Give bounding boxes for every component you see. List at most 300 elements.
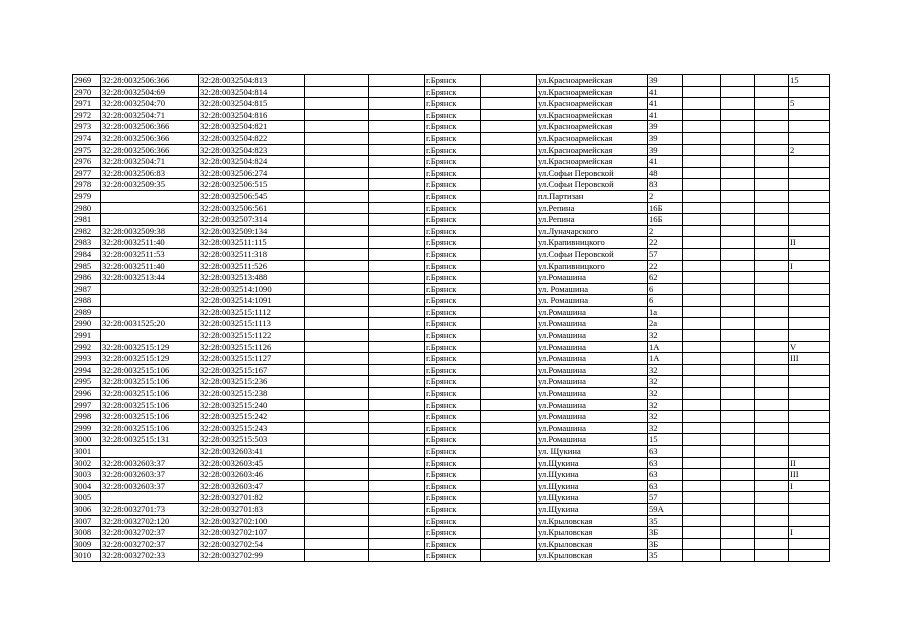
street-cell: ул.Красноармейская	[537, 121, 648, 133]
room-number-cell	[789, 272, 830, 284]
row-number-cell: 2984	[73, 248, 101, 260]
object-cadastral-cell: 32:28:0032515:167	[199, 364, 305, 376]
parcel-cadastral-cell: 32:28:0032509:35	[101, 179, 199, 191]
room-number-cell	[789, 295, 830, 307]
empty-cell	[481, 306, 537, 318]
empty-cell	[481, 272, 537, 284]
empty-cell	[305, 399, 369, 411]
registry-table	[72, 74, 830, 562]
table-row	[73, 202, 830, 214]
empty-cell	[305, 144, 369, 156]
empty-cell	[755, 109, 789, 121]
empty-cell	[683, 190, 721, 202]
parcel-cadastral-cell: 32:28:0032504:70	[101, 98, 199, 110]
empty-cell	[721, 503, 755, 515]
row-number-cell: 3000	[73, 434, 101, 446]
room-number-cell	[789, 446, 830, 458]
row-number-cell: 3008	[73, 527, 101, 539]
empty-cell	[481, 248, 537, 260]
empty-cell	[683, 272, 721, 284]
room-number-cell	[789, 503, 830, 515]
empty-cell	[369, 388, 425, 400]
empty-cell	[369, 260, 425, 272]
empty-cell	[369, 527, 425, 539]
parcel-cadastral-cell: 32:28:0032504:71	[101, 156, 199, 168]
empty-cell	[481, 538, 537, 550]
table-row	[73, 422, 830, 434]
house-number-cell: 22	[648, 260, 683, 272]
empty-cell	[481, 469, 537, 481]
row-number-cell: 2986	[73, 272, 101, 284]
street-cell: ул.Щукина	[537, 503, 648, 515]
table-row	[73, 376, 830, 388]
empty-cell	[755, 538, 789, 550]
street-cell: ул.Крапивницкого	[537, 260, 648, 272]
parcel-cadastral-cell: 32:28:0032702:33	[101, 550, 199, 562]
city-cell: г.Брянск	[425, 295, 481, 307]
object-cadastral-cell: 32:28:0032701:82	[199, 492, 305, 504]
row-number-cell: 2972	[73, 109, 101, 121]
empty-cell	[721, 411, 755, 423]
empty-cell	[481, 283, 537, 295]
house-number-cell: 39	[648, 75, 683, 87]
row-number-cell: 2978	[73, 179, 101, 191]
parcel-cadastral-cell: 32:28:0032515:129	[101, 353, 199, 365]
city-cell: г.Брянск	[425, 248, 481, 260]
house-number-cell: 6	[648, 283, 683, 295]
row-number-cell: 3007	[73, 515, 101, 527]
empty-cell	[755, 75, 789, 87]
room-number-cell: I	[789, 527, 830, 539]
parcel-cadastral-cell: 32:28:0032509:38	[101, 225, 199, 237]
object-cadastral-cell: 32:28:0032702:100	[199, 515, 305, 527]
empty-cell	[481, 98, 537, 110]
empty-cell	[721, 190, 755, 202]
city-cell: г.Брянск	[425, 190, 481, 202]
room-number-cell	[789, 330, 830, 342]
house-number-cell: 32	[648, 399, 683, 411]
table-row	[73, 179, 830, 191]
city-cell: г.Брянск	[425, 399, 481, 411]
empty-cell	[305, 121, 369, 133]
empty-cell	[721, 457, 755, 469]
table-row	[73, 318, 830, 330]
empty-cell	[305, 75, 369, 87]
empty-cell	[683, 341, 721, 353]
empty-cell	[683, 132, 721, 144]
empty-cell	[305, 388, 369, 400]
empty-cell	[755, 399, 789, 411]
empty-cell	[721, 214, 755, 226]
house-number-cell: 35	[648, 550, 683, 562]
house-number-cell: 63	[648, 480, 683, 492]
city-cell: г.Брянск	[425, 538, 481, 550]
empty-cell	[683, 422, 721, 434]
street-cell: ул.Красноармейская	[537, 109, 648, 121]
room-number-cell	[789, 376, 830, 388]
table-row	[73, 272, 830, 284]
empty-cell	[305, 295, 369, 307]
empty-cell	[481, 457, 537, 469]
empty-cell	[305, 527, 369, 539]
empty-cell	[481, 75, 537, 87]
street-cell: ул.Ромашина	[537, 388, 648, 400]
empty-cell	[721, 144, 755, 156]
room-number-cell	[789, 550, 830, 562]
object-cadastral-cell: 32:28:0032511:318	[199, 248, 305, 260]
parcel-cadastral-cell: 32:28:0032515:106	[101, 388, 199, 400]
empty-cell	[369, 341, 425, 353]
parcel-cadastral-cell: 32:28:0032701:73	[101, 503, 199, 515]
table-row	[73, 98, 830, 110]
empty-cell	[683, 214, 721, 226]
empty-cell	[755, 86, 789, 98]
empty-cell	[721, 318, 755, 330]
empty-cell	[305, 550, 369, 562]
house-number-cell: 63	[648, 469, 683, 481]
street-cell: пл.Партизан	[537, 190, 648, 202]
object-cadastral-cell: 32:28:0032506:545	[199, 190, 305, 202]
house-number-cell: 83	[648, 179, 683, 191]
parcel-cadastral-cell	[101, 283, 199, 295]
city-cell: г.Брянск	[425, 86, 481, 98]
parcel-cadastral-cell: 32:28:0032506:366	[101, 75, 199, 87]
parcel-cadastral-cell: 32:28:0032702:120	[101, 515, 199, 527]
empty-cell	[481, 260, 537, 272]
empty-cell	[683, 538, 721, 550]
house-number-cell: 6	[648, 295, 683, 307]
empty-cell	[721, 121, 755, 133]
house-number-cell: 32	[648, 376, 683, 388]
empty-cell	[481, 330, 537, 342]
city-cell: г.Брянск	[425, 341, 481, 353]
empty-cell	[481, 121, 537, 133]
room-number-cell	[789, 86, 830, 98]
table-row	[73, 503, 830, 515]
city-cell: г.Брянск	[425, 306, 481, 318]
empty-cell	[721, 272, 755, 284]
city-cell: г.Брянск	[425, 330, 481, 342]
city-cell: г.Брянск	[425, 550, 481, 562]
empty-cell	[481, 515, 537, 527]
empty-cell	[755, 480, 789, 492]
empty-cell	[481, 167, 537, 179]
object-cadastral-cell: 32:28:0032514:1090	[199, 283, 305, 295]
empty-cell	[481, 156, 537, 168]
room-number-cell	[789, 515, 830, 527]
parcel-cadastral-cell: 32:28:0032511:40	[101, 237, 199, 249]
empty-cell	[481, 190, 537, 202]
table-row	[73, 434, 830, 446]
room-number-cell	[789, 248, 830, 260]
empty-cell	[683, 283, 721, 295]
house-number-cell: 32	[648, 411, 683, 423]
city-cell: г.Брянск	[425, 202, 481, 214]
object-cadastral-cell: 32:28:0032504:814	[199, 86, 305, 98]
parcel-cadastral-cell: 32:28:0032515:106	[101, 411, 199, 423]
house-number-cell: 39	[648, 144, 683, 156]
empty-cell	[683, 434, 721, 446]
empty-cell	[683, 306, 721, 318]
house-number-cell: 48	[648, 167, 683, 179]
empty-cell	[305, 515, 369, 527]
row-number-cell: 2988	[73, 295, 101, 307]
empty-cell	[305, 364, 369, 376]
empty-cell	[683, 480, 721, 492]
city-cell: г.Брянск	[425, 75, 481, 87]
house-number-cell: 2	[648, 225, 683, 237]
object-cadastral-cell: 32:28:0032515:1113	[199, 318, 305, 330]
parcel-cadastral-cell: 32:28:0032702:37	[101, 538, 199, 550]
house-number-cell: 41	[648, 86, 683, 98]
object-cadastral-cell: 32:28:0032515:1127	[199, 353, 305, 365]
object-cadastral-cell: 32:28:0032504:823	[199, 144, 305, 156]
city-cell: г.Брянск	[425, 515, 481, 527]
house-number-cell: 32	[648, 388, 683, 400]
empty-cell	[721, 434, 755, 446]
house-number-cell: 39	[648, 121, 683, 133]
empty-cell	[369, 318, 425, 330]
empty-cell	[683, 550, 721, 562]
empty-cell	[481, 411, 537, 423]
room-number-cell	[789, 492, 830, 504]
parcel-cadastral-cell: 32:28:0032506:366	[101, 132, 199, 144]
parcel-cadastral-cell: 32:28:0031525:20	[101, 318, 199, 330]
empty-cell	[721, 86, 755, 98]
empty-cell	[369, 503, 425, 515]
empty-cell	[755, 295, 789, 307]
room-number-cell	[789, 132, 830, 144]
street-cell: ул.Ромашина	[537, 318, 648, 330]
house-number-cell: 57	[648, 248, 683, 260]
object-cadastral-cell: 32:28:0032701:83	[199, 503, 305, 515]
parcel-cadastral-cell: 32:28:0032702:37	[101, 527, 199, 539]
city-cell: г.Брянск	[425, 446, 481, 458]
empty-cell	[305, 446, 369, 458]
table-row	[73, 480, 830, 492]
city-cell: г.Брянск	[425, 480, 481, 492]
room-number-cell	[789, 538, 830, 550]
row-number-cell: 3001	[73, 446, 101, 458]
room-number-cell	[789, 202, 830, 214]
empty-cell	[305, 480, 369, 492]
city-cell: г.Брянск	[425, 503, 481, 515]
empty-cell	[683, 260, 721, 272]
empty-cell	[755, 364, 789, 376]
table-row	[73, 167, 830, 179]
empty-cell	[683, 527, 721, 539]
object-cadastral-cell: 32:28:0032504:816	[199, 109, 305, 121]
table-row	[73, 109, 830, 121]
empty-cell	[721, 480, 755, 492]
city-cell: г.Брянск	[425, 156, 481, 168]
empty-cell	[481, 399, 537, 411]
empty-cell	[369, 225, 425, 237]
empty-cell	[481, 225, 537, 237]
empty-cell	[721, 237, 755, 249]
city-cell: г.Брянск	[425, 318, 481, 330]
room-number-cell: III	[789, 353, 830, 365]
room-number-cell: III	[789, 469, 830, 481]
parcel-cadastral-cell: 32:28:0032515:106	[101, 364, 199, 376]
empty-cell	[721, 492, 755, 504]
empty-cell	[683, 202, 721, 214]
empty-cell	[721, 515, 755, 527]
object-cadastral-cell: 32:28:0032515:1122	[199, 330, 305, 342]
object-cadastral-cell: 32:28:0032506:561	[199, 202, 305, 214]
table-row	[73, 492, 830, 504]
street-cell: ул.Щукина	[537, 492, 648, 504]
object-cadastral-cell: 32:28:0032515:242	[199, 411, 305, 423]
empty-cell	[369, 330, 425, 342]
empty-cell	[721, 446, 755, 458]
street-cell: ул. Ромашина	[537, 295, 648, 307]
house-number-cell: 2а	[648, 318, 683, 330]
street-cell: ул.Крыловская	[537, 538, 648, 550]
empty-cell	[755, 144, 789, 156]
house-number-cell: 57	[648, 492, 683, 504]
parcel-cadastral-cell	[101, 190, 199, 202]
empty-cell	[481, 179, 537, 191]
table-row	[73, 399, 830, 411]
empty-cell	[305, 457, 369, 469]
row-number-cell: 2975	[73, 144, 101, 156]
empty-cell	[721, 75, 755, 87]
street-cell: ул.Щукина	[537, 457, 648, 469]
object-cadastral-cell: 32:28:0032603:47	[199, 480, 305, 492]
table-row	[73, 388, 830, 400]
empty-cell	[481, 422, 537, 434]
house-number-cell: 1А	[648, 341, 683, 353]
empty-cell	[683, 376, 721, 388]
empty-cell	[305, 341, 369, 353]
empty-cell	[369, 283, 425, 295]
parcel-cadastral-cell: 32:28:0032506:366	[101, 144, 199, 156]
city-cell: г.Брянск	[425, 179, 481, 191]
parcel-cadastral-cell: 32:28:0032515:129	[101, 341, 199, 353]
empty-cell	[683, 295, 721, 307]
empty-cell	[721, 422, 755, 434]
row-number-cell: 2987	[73, 283, 101, 295]
empty-cell	[683, 109, 721, 121]
room-number-cell	[789, 318, 830, 330]
room-number-cell	[789, 179, 830, 191]
city-cell: г.Брянск	[425, 272, 481, 284]
table-row	[73, 411, 830, 423]
room-number-cell: 15	[789, 75, 830, 87]
empty-cell	[481, 527, 537, 539]
city-cell: г.Брянск	[425, 214, 481, 226]
street-cell: ул.Красноармейская	[537, 75, 648, 87]
empty-cell	[721, 132, 755, 144]
parcel-cadastral-cell: 32:28:0032511:53	[101, 248, 199, 260]
room-number-cell	[789, 225, 830, 237]
empty-cell	[305, 422, 369, 434]
house-number-cell: 3Б	[648, 527, 683, 539]
object-cadastral-cell: 32:28:0032504:815	[199, 98, 305, 110]
street-cell: ул. Ромашина	[537, 283, 648, 295]
table-row	[73, 75, 830, 87]
room-number-cell	[789, 167, 830, 179]
street-cell: ул.Ромашина	[537, 376, 648, 388]
empty-cell	[721, 538, 755, 550]
house-number-cell: 15	[648, 434, 683, 446]
city-cell: г.Брянск	[425, 376, 481, 388]
city-cell: г.Брянск	[425, 527, 481, 539]
house-number-cell: 16Б	[648, 202, 683, 214]
empty-cell	[481, 388, 537, 400]
empty-cell	[721, 248, 755, 260]
empty-cell	[755, 376, 789, 388]
parcel-cadastral-cell	[101, 492, 199, 504]
object-cadastral-cell: 32:28:0032506:274	[199, 167, 305, 179]
empty-cell	[721, 167, 755, 179]
room-number-cell	[789, 190, 830, 202]
empty-cell	[683, 457, 721, 469]
empty-cell	[755, 318, 789, 330]
street-cell: ул.Красноармейская	[537, 144, 648, 156]
house-number-cell: 41	[648, 98, 683, 110]
city-cell: г.Брянск	[425, 237, 481, 249]
object-cadastral-cell: 32:28:0032504:824	[199, 156, 305, 168]
house-number-cell: 62	[648, 272, 683, 284]
table-row	[73, 330, 830, 342]
empty-cell	[305, 283, 369, 295]
empty-cell	[305, 214, 369, 226]
row-number-cell: 3005	[73, 492, 101, 504]
row-number-cell: 2994	[73, 364, 101, 376]
table-row	[73, 156, 830, 168]
street-cell: ул.Репина	[537, 202, 648, 214]
empty-cell	[755, 202, 789, 214]
street-cell: ул. Щукина	[537, 446, 648, 458]
empty-cell	[755, 214, 789, 226]
empty-cell	[369, 237, 425, 249]
empty-cell	[369, 121, 425, 133]
city-cell: г.Брянск	[425, 260, 481, 272]
house-number-cell: 22	[648, 237, 683, 249]
empty-cell	[481, 503, 537, 515]
table-row	[73, 214, 830, 226]
row-number-cell: 2973	[73, 121, 101, 133]
empty-cell	[369, 156, 425, 168]
table-row	[73, 225, 830, 237]
street-cell: ул.Красноармейская	[537, 156, 648, 168]
empty-cell	[369, 399, 425, 411]
empty-cell	[369, 306, 425, 318]
empty-cell	[755, 503, 789, 515]
empty-cell	[755, 306, 789, 318]
room-number-cell	[789, 306, 830, 318]
street-cell: ул.Ромашина	[537, 411, 648, 423]
empty-cell	[721, 399, 755, 411]
room-number-cell	[789, 422, 830, 434]
object-cadastral-cell: 32:28:0032511:115	[199, 237, 305, 249]
empty-cell	[481, 376, 537, 388]
room-number-cell: V	[789, 341, 830, 353]
empty-cell	[481, 109, 537, 121]
parcel-cadastral-cell: 32:28:0032515:106	[101, 399, 199, 411]
empty-cell	[305, 492, 369, 504]
empty-cell	[369, 457, 425, 469]
row-number-cell: 2976	[73, 156, 101, 168]
object-cadastral-cell: 32:28:0032702:99	[199, 550, 305, 562]
table-row	[73, 538, 830, 550]
table-row	[73, 341, 830, 353]
parcel-cadastral-cell: 32:28:0032511:40	[101, 260, 199, 272]
empty-cell	[481, 214, 537, 226]
empty-cell	[755, 190, 789, 202]
